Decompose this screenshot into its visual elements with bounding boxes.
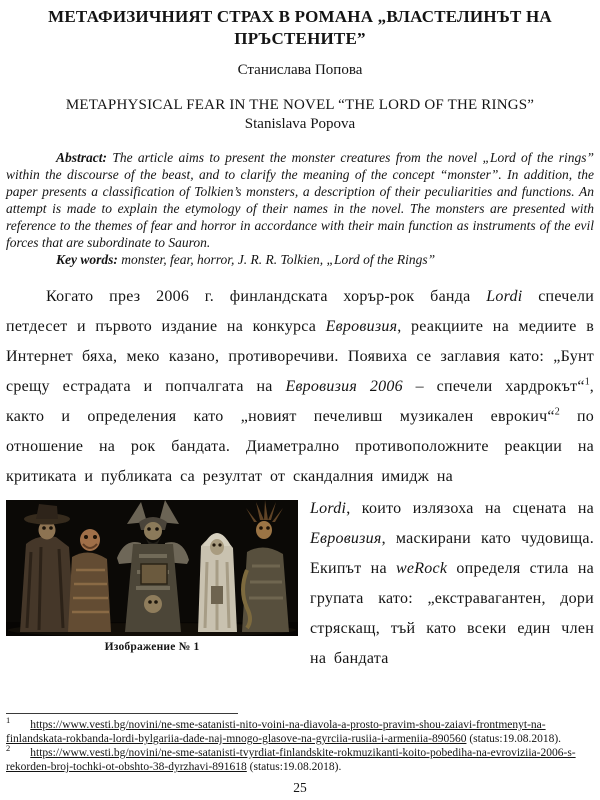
footnote-2-marker: 2 bbox=[6, 743, 11, 754]
footnote-2-link[interactable]: https://www.vesti.bg/novini/ne-sme-satanisti-tvyrdiat-finlandskite-rokmuzikanti-koito-pobediha-na-evroviziia-2006-s-rekorden-broj-tochki-ot-obshto-38-dyrzhavi-891618 bbox=[6, 747, 576, 773]
page-number: 25 bbox=[293, 780, 307, 795]
page-footer bbox=[6, 713, 594, 796]
figure-and-text-section bbox=[6, 494, 594, 674]
keywords-label: Key words: bbox=[56, 252, 118, 267]
article-title-bulgarian: МЕТАФИЗИЧНИЯТ СТРАХ В РОМАНА „ВЛАСТЕЛИНЪТ НА ПРЪСТЕНИТЕ” bbox=[48, 7, 552, 48]
abstract-text: The article aims to present the monster creatures from the novel „Lord of the rings” within the discourse of the beast, and to clarify the meaning of the concept “monster”. In addition, the paper presents a classification of Tolkien’s monsters, a description of their peculiarities and functions. An attempt is made to explain the etymology of their names in the novel. The monsters are presented with reference to the themes of fear and horror in accordance with their main function as instruments of the evil forces that are subordinate to Sauron. bbox=[6, 150, 594, 250]
abstract-paragraph bbox=[6, 149, 594, 251]
keywords-text: monster, fear, horror, J. R. R. Tolkien, „Lord of the Rings” bbox=[117, 252, 436, 267]
footnote-separator bbox=[6, 713, 238, 714]
article-title-english: METAPHYSICAL FEAR IN THE NOVEL “THE LORD OF THE RINGS” bbox=[65, 97, 535, 113]
footnote-2 bbox=[6, 743, 594, 774]
lordi-band-photo bbox=[6, 500, 298, 636]
footnote-2-status: (status:19.08.2018). bbox=[246, 761, 342, 773]
figure-caption: Изображение № 1 bbox=[104, 641, 200, 653]
author-name-bulgarian: Станислава Попова bbox=[237, 62, 363, 78]
monster-white-bride-figure bbox=[198, 533, 237, 632]
figure-1 bbox=[6, 500, 298, 653]
footnote-1-marker: 1 bbox=[6, 715, 11, 726]
author-name-english: Stanislava Popova bbox=[244, 116, 356, 132]
footnote-1 bbox=[6, 715, 594, 746]
footnote-1-status: (status:19.08.2018). bbox=[466, 733, 562, 745]
body-paragraph-part2: Lordi, които излязоха на сцената на Евровизия, маскирани като чудовища. Екипът на weRock определя стила на групата като: „екстравагантен, дори стряскащ, тъй като всеки един член на бандата bbox=[310, 500, 594, 667]
footnote-1-link[interactable]: https://www.vesti.bg/novini/ne-sme-satanisti-nito-voini-na-diavola-a-prosto-pravim-shou-zaiavi-frontmenyt-na-finlandskata-rokbanda-lordi-bylgariia-dade-naj-mnogo-glasove-na-gyrciia-rusiia-i-armeniia-890560 bbox=[6, 719, 546, 745]
abstract-label: Abstract: bbox=[56, 150, 108, 165]
body-paragraph-part1: Когато през 2006 г. финландската хорър-рок банда Lordi спечели петдесет и първото издание на конкурса Евровизия, реакциите на медиите в Интернет бяха, меко казано, противоречиви. Появиха се заглавия като: „Бунт срещу естрадата и попчалгата на Евровизия 2006 – спечели хардрокът“$^1$, както и определения като „новият печеливш музикален еврокич“$^2$ по отношение на рок бандата. Диаметрално противоположните реакции на критиката и публиката са резултат от скандалния имидж на bbox=[6, 288, 595, 485]
keywords-line bbox=[6, 251, 594, 268]
